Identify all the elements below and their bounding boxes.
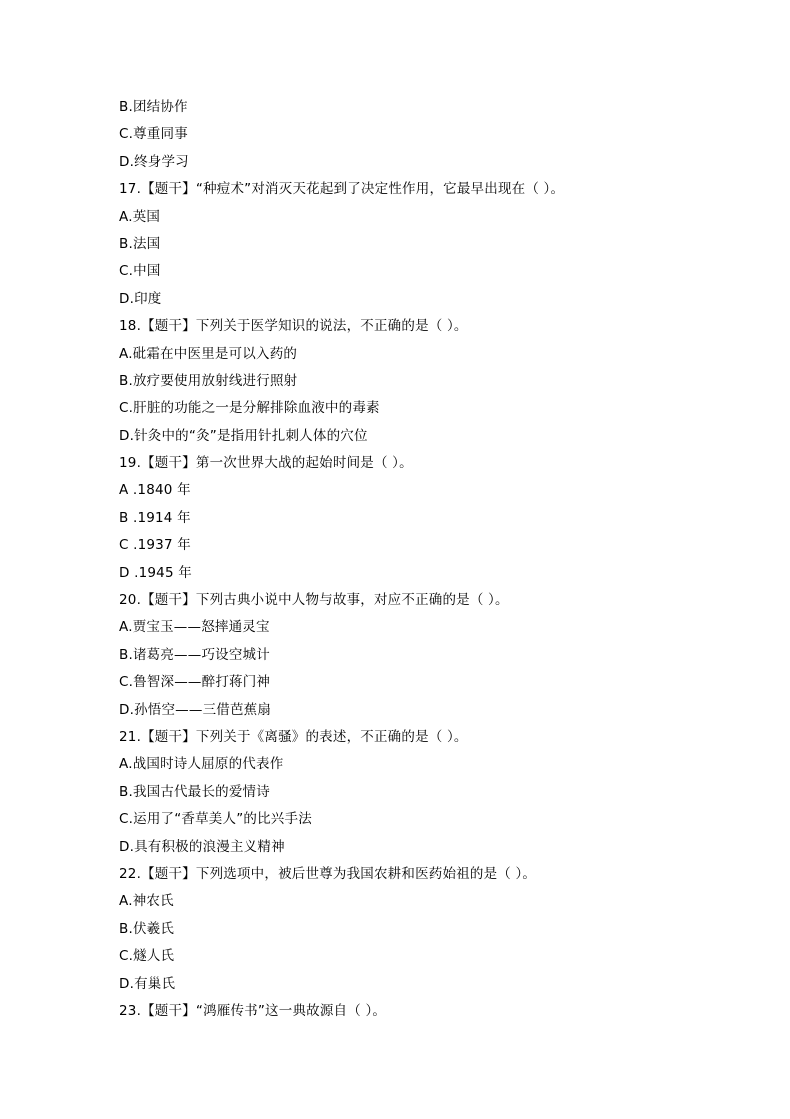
option-line: C.运用了“香草美人”的比兴手法 xyxy=(119,811,312,828)
option-line: B.法国 xyxy=(119,235,161,252)
option-line: A.战国时诗人屈原的代表作 xyxy=(119,756,284,773)
option-line: B.诸葛亮——巧设空城计 xyxy=(119,646,270,663)
option-line: C.燧人氏 xyxy=(119,948,175,965)
option-line: D.孙悟空——三借芭蕉扇 xyxy=(119,701,272,718)
option-line: D.有巢氏 xyxy=(119,975,176,992)
option-line: D.具有积极的浪漫主义精神 xyxy=(119,838,285,855)
question-stem: 20.【题干】下列古典小说中人物与故事，对应不正确的是（ ）。 xyxy=(119,592,509,609)
option-line: A.贾宝玉——怒摔通灵宝 xyxy=(119,619,270,636)
option-line: B.放疗要使用放射线进行照射 xyxy=(119,372,298,389)
question-stem: 21.【题干】下列关于《离骚》的表述，不正确的是（ ）。 xyxy=(119,728,468,745)
question-stem: 17.【题干】“种痘术”对消灭天花起到了决定性作用，它最早出现在（ ）。 xyxy=(119,181,565,198)
option-line: A.砒霜在中医里是可以入药的 xyxy=(119,345,298,362)
option-line: C .1937 年 xyxy=(119,537,191,554)
option-line: B .1914 年 xyxy=(119,509,191,526)
option-line: A.英国 xyxy=(119,208,161,225)
option-line: D.终身学习 xyxy=(119,153,189,170)
question-stem: 23.【题干】“鸿雁传书”这一典故源自（ ）。 xyxy=(119,1002,387,1019)
option-line: A.神农氏 xyxy=(119,893,174,910)
option-line: D.针灸中的“灸”是指用针扎刺人体的穴位 xyxy=(119,427,368,444)
option-line: B.我国古代最长的爱情诗 xyxy=(119,783,270,800)
option-line: B.伏羲氏 xyxy=(119,920,175,937)
option-line: D .1945 年 xyxy=(119,564,192,581)
option-line: C.中国 xyxy=(119,263,161,280)
option-line: B.团结协作 xyxy=(119,99,188,115)
option-line: A .1840 年 xyxy=(119,482,191,499)
question-stem: 18.【题干】下列关于医学知识的说法，不正确的是（ ）。 xyxy=(119,318,468,335)
option-line: C.鲁智深——醉打蒋门神 xyxy=(119,674,271,691)
question-text-block xyxy=(119,96,759,1027)
option-line: C.肝脏的功能之一是分解排除血液中的毒素 xyxy=(119,400,380,417)
option-line: D.印度 xyxy=(119,290,162,307)
question-stem: 19.【题干】第一次世界大战的起始时间是（ ）。 xyxy=(119,455,413,472)
question-stem: 22.【题干】下列选项中，被后世尊为我国农耕和医药始祖的是（ ）。 xyxy=(119,865,537,882)
option-line: C.尊重同事 xyxy=(119,126,188,143)
